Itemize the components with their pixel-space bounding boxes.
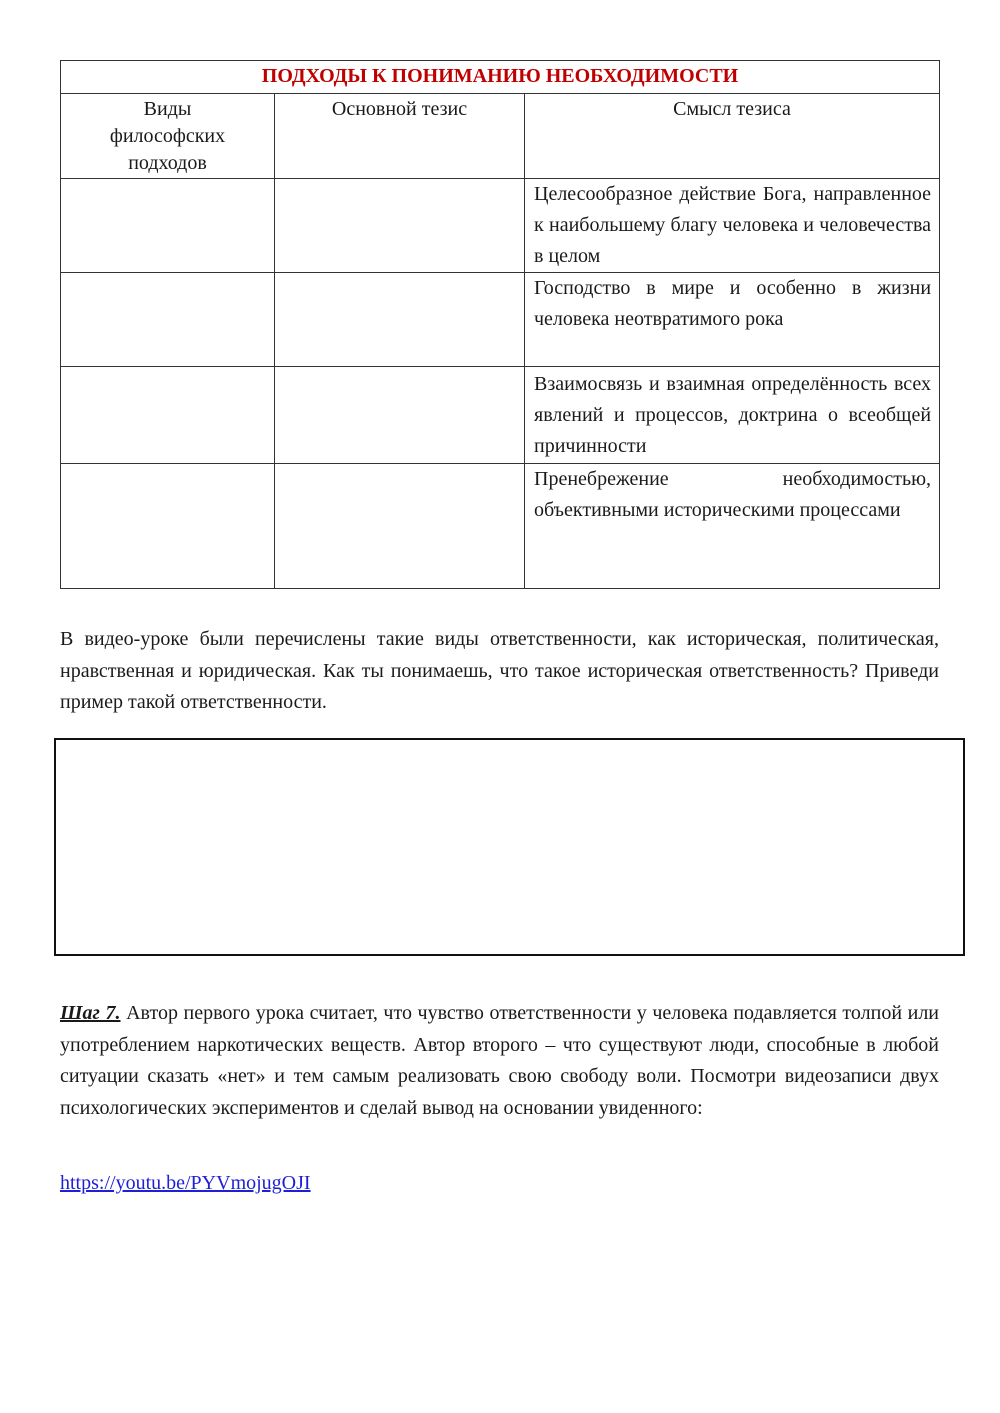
table-row (61, 273, 940, 367)
table-title-row (61, 61, 940, 94)
table-title: ПОДХОДЫ К ПОНИМАНИЮ НЕОБХОДИМОСТИ (61, 61, 940, 94)
header-kinds: Виды философских подходов (61, 94, 275, 179)
approaches-table (60, 60, 940, 589)
video-link[interactable]: https://youtu.be/PYVmojugOJI (60, 1172, 311, 1194)
meaning-cell: Целесообразное действие Бога, направленное к наибольшему благу человека и человечества в целом (525, 179, 940, 273)
meaning-cell: Взаимосвязь и взаимная определённость всех явлений и процессов, доктрина о всеобщей причинности (525, 367, 940, 464)
thesis-input-cell[interactable] (275, 464, 525, 589)
table-row (61, 179, 940, 273)
answer-box[interactable] (54, 738, 965, 956)
step-7-label: Шаг 7. (60, 1002, 121, 1024)
header-meaning: Смысл тезиса (525, 94, 940, 179)
table-header-row (61, 94, 940, 179)
kind-input-cell[interactable] (61, 464, 275, 589)
kind-input-cell[interactable] (61, 273, 275, 367)
table-row (61, 367, 940, 464)
kind-input-cell[interactable] (61, 367, 275, 464)
thesis-input-cell[interactable] (275, 179, 525, 273)
responsibility-question: В видео-уроке были перечислены такие виды ответственности, как историческая, политическая, нравственная и юридическая. Как ты понимаешь, что такое историческая ответственность? Приведи пример такой ответственности. (60, 628, 939, 713)
meaning-cell: Пренебрежение необходимостью, объективными историческими процессами (525, 464, 940, 589)
thesis-input-cell[interactable] (275, 367, 525, 464)
kind-input-cell[interactable] (61, 179, 275, 273)
table-row (61, 464, 940, 589)
thesis-input-cell[interactable] (275, 273, 525, 367)
meaning-cell: Господство в мире и особенно в жизни человека неотвратимого рока (525, 273, 940, 367)
step-7-paragraph (60, 998, 939, 1124)
step-7-text: Автор первого урока считает, что чувство ответственности у человека подавляется толпой или употреблением наркотических веществ. Автор второго – что существуют люди, способные в любой ситуации сказать «нет» и тем самым реализовать свою свободу воли. Посмотри видеозаписи двух психологических экспериментов и сделай вывод на основании увиденного: (60, 1002, 939, 1119)
header-thesis: Основной тезис (275, 94, 525, 179)
